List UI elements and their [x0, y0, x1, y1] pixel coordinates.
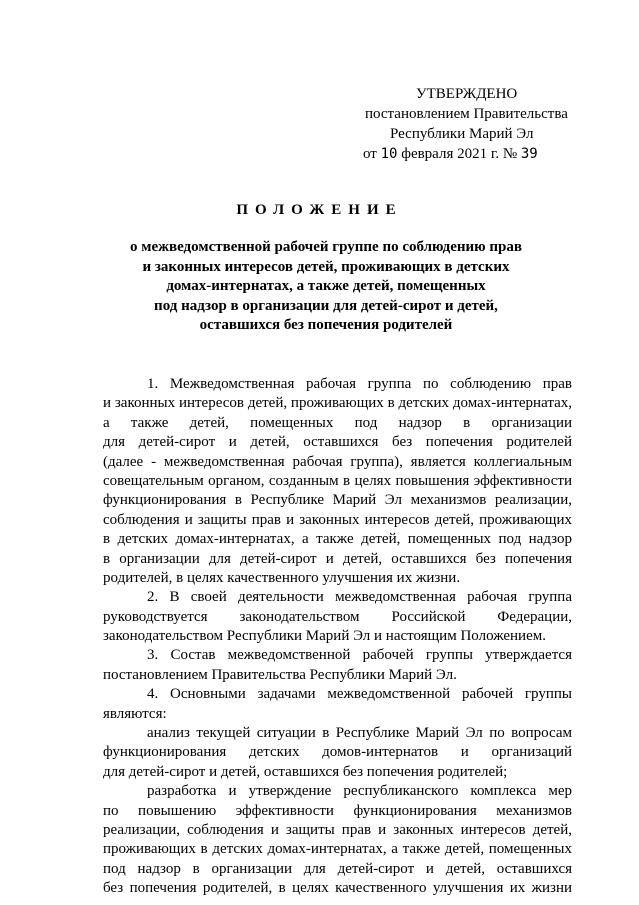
body-line: совещательным органом, созданным в целях повышения эффективности [103, 472, 572, 489]
body-line: функционирования детских домов-интернатов и организаций [103, 744, 572, 761]
approval-issuer: постановлением Правительства [365, 106, 568, 122]
document-body [103, 375, 572, 899]
body-line: 3. Состав межведомственной рабочей группы утверждается [147, 647, 572, 664]
body-line: законодательством Республики Марий Эл и настоящим Положением. [103, 628, 546, 645]
approval-date [340, 144, 610, 164]
body-line: реализации, соблюдения и защиты прав и законных интересов детей, [103, 821, 572, 838]
body-line: разработка и утверждение республиканского комплекса мер [147, 783, 572, 800]
body-line: без попечения родителей, в целях качественного улучшения их жизни [103, 880, 572, 897]
approval-date-rest: февраля 2021 г. № [397, 146, 521, 162]
body-line: руководствуется законодательством Российской Федерации, [103, 608, 572, 625]
subtitle-line: и законных интересов детей, проживающих в детских [142, 258, 510, 275]
body-line: функционирования в Республике Марий Эл механизмов реализации, [103, 492, 572, 509]
body-line: по повышению эффективности функционирования механизмов [103, 802, 572, 819]
subtitle-line: оставшихся без попечения родителей [199, 317, 453, 333]
subtitle-line: под надзор в организации для детей-сирот и детей, [154, 297, 498, 314]
subtitle-line: домах-интернатах, а также детей, помещенных [166, 278, 486, 294]
body-line: для детей-сирот и детей, оставшихся без попечения родителей; [103, 763, 508, 780]
body-line: анализ текущей ситуации в Республике Марий Эл по вопросам [147, 725, 572, 742]
body-line: 2. В своей деятельности межведомственная рабочая группа [147, 589, 572, 606]
approval-date-day: 10 [380, 146, 398, 162]
document-subtitle [100, 238, 552, 336]
body-line: для детей-сирот и детей, оставшихся без попечения родителей [103, 434, 572, 451]
approval-number: 39 [520, 146, 538, 162]
subtitle-line: о межведомственной рабочей группе по соблюдению прав [130, 239, 522, 255]
body-line: под надзор в организации для детей-сирот и детей, оставшихся [103, 860, 572, 877]
body-line: а также детей, помещенных под надзор в организации [103, 414, 572, 431]
document-heading: ПОЛОЖЕНИЕ [236, 202, 403, 218]
body-line: родителей, в целях качественного улучшения их жизни. [103, 569, 461, 586]
body-line: соблюдения и защиты прав и законных интересов детей, проживающих [103, 511, 572, 528]
body-line: 1. Межведомственная рабочая группа по соблюдению прав [147, 376, 572, 392]
body-line: и законных интересов детей, проживающих в детских домах-интернатах, [103, 395, 572, 412]
body-line: в детских домах-интернатах, а также детей, помещенных под надзор [103, 531, 572, 548]
body-line: являются: [103, 705, 167, 722]
body-line: 4. Основными задачами межведомственной рабочей группы [147, 686, 572, 703]
body-line: в организации для детей-сирот и детей, оставшихся без попечения [103, 550, 572, 567]
body-line: постановлением Правительства Республики Марий Эл. [103, 666, 457, 683]
approval-date-prefix: от [363, 146, 381, 162]
body-line: (далее - межведомственная рабочая группа), является коллегиальным [103, 453, 572, 470]
approval-region: Республики Марий Эл [390, 126, 534, 142]
approval-stamp [340, 84, 610, 164]
approval-title: УТВЕРЖДЕНО [416, 86, 518, 102]
body-line: проживающих в детских домах-интернатах, а также детей, помещенных [103, 841, 572, 858]
